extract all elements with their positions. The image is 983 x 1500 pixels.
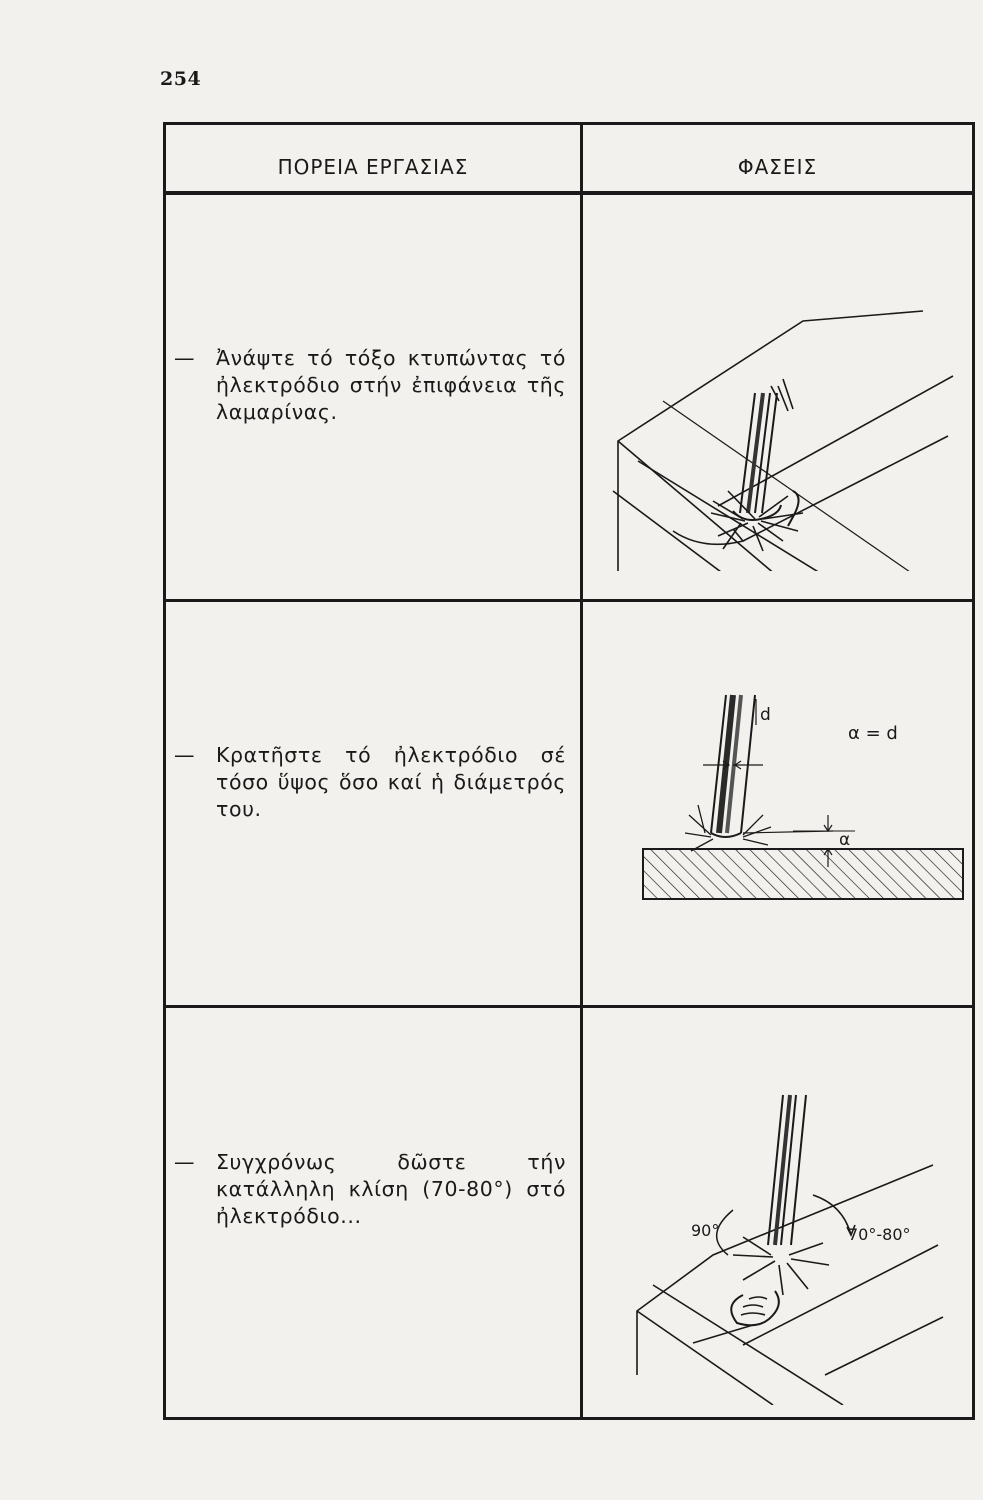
row-divider-2 (166, 1005, 972, 1008)
gap-equation: α = d (848, 723, 898, 744)
procedure-table (163, 122, 975, 1420)
row-2-instruction (174, 742, 566, 823)
row-2-dash: — (174, 743, 196, 767)
header-work-procedure: ΠΟΡΕΙΑ ΕΡΓΑΣΙΑΣ (277, 155, 469, 179)
arc-striking-illustration (593, 251, 973, 571)
row-3-text: Συγχρόνως δῶστε τήν κατάλληλη κλίση (70-80°) στό ἠλεκτρόδιο... (216, 1150, 566, 1228)
arc-length-illustration (593, 665, 973, 965)
diameter-label: d (760, 705, 771, 725)
row-1-instruction (174, 345, 566, 426)
row-1-dash: — (174, 346, 196, 370)
angle-label-70-80: 70°-80° (848, 1225, 911, 1244)
row-3-instruction (174, 1149, 566, 1230)
row-1-text: Ἀνάψτε τό τόξο κτυπώντας τό ἠλεκτρόδιο στήν ἐπιφάνεια τῆς λαμαρίνας. (216, 346, 566, 424)
header-divider (166, 191, 972, 195)
electrode-angle-illustration (593, 1075, 973, 1405)
row-divider-1 (166, 599, 972, 602)
gap-label: α (839, 830, 851, 850)
header-phases: ΦΑΣΕΙΣ (737, 155, 818, 179)
row-3-dash: — (174, 1150, 196, 1174)
angle-label-90: 90° (691, 1221, 720, 1240)
page-number: 254 (160, 68, 202, 90)
column-divider (580, 125, 583, 1417)
row-2-text: Κρατῆστε τό ἠλεκτρόδιο σέ τόσο ὕψος ὅσο καί ἡ διάμετρός του. (216, 743, 566, 821)
